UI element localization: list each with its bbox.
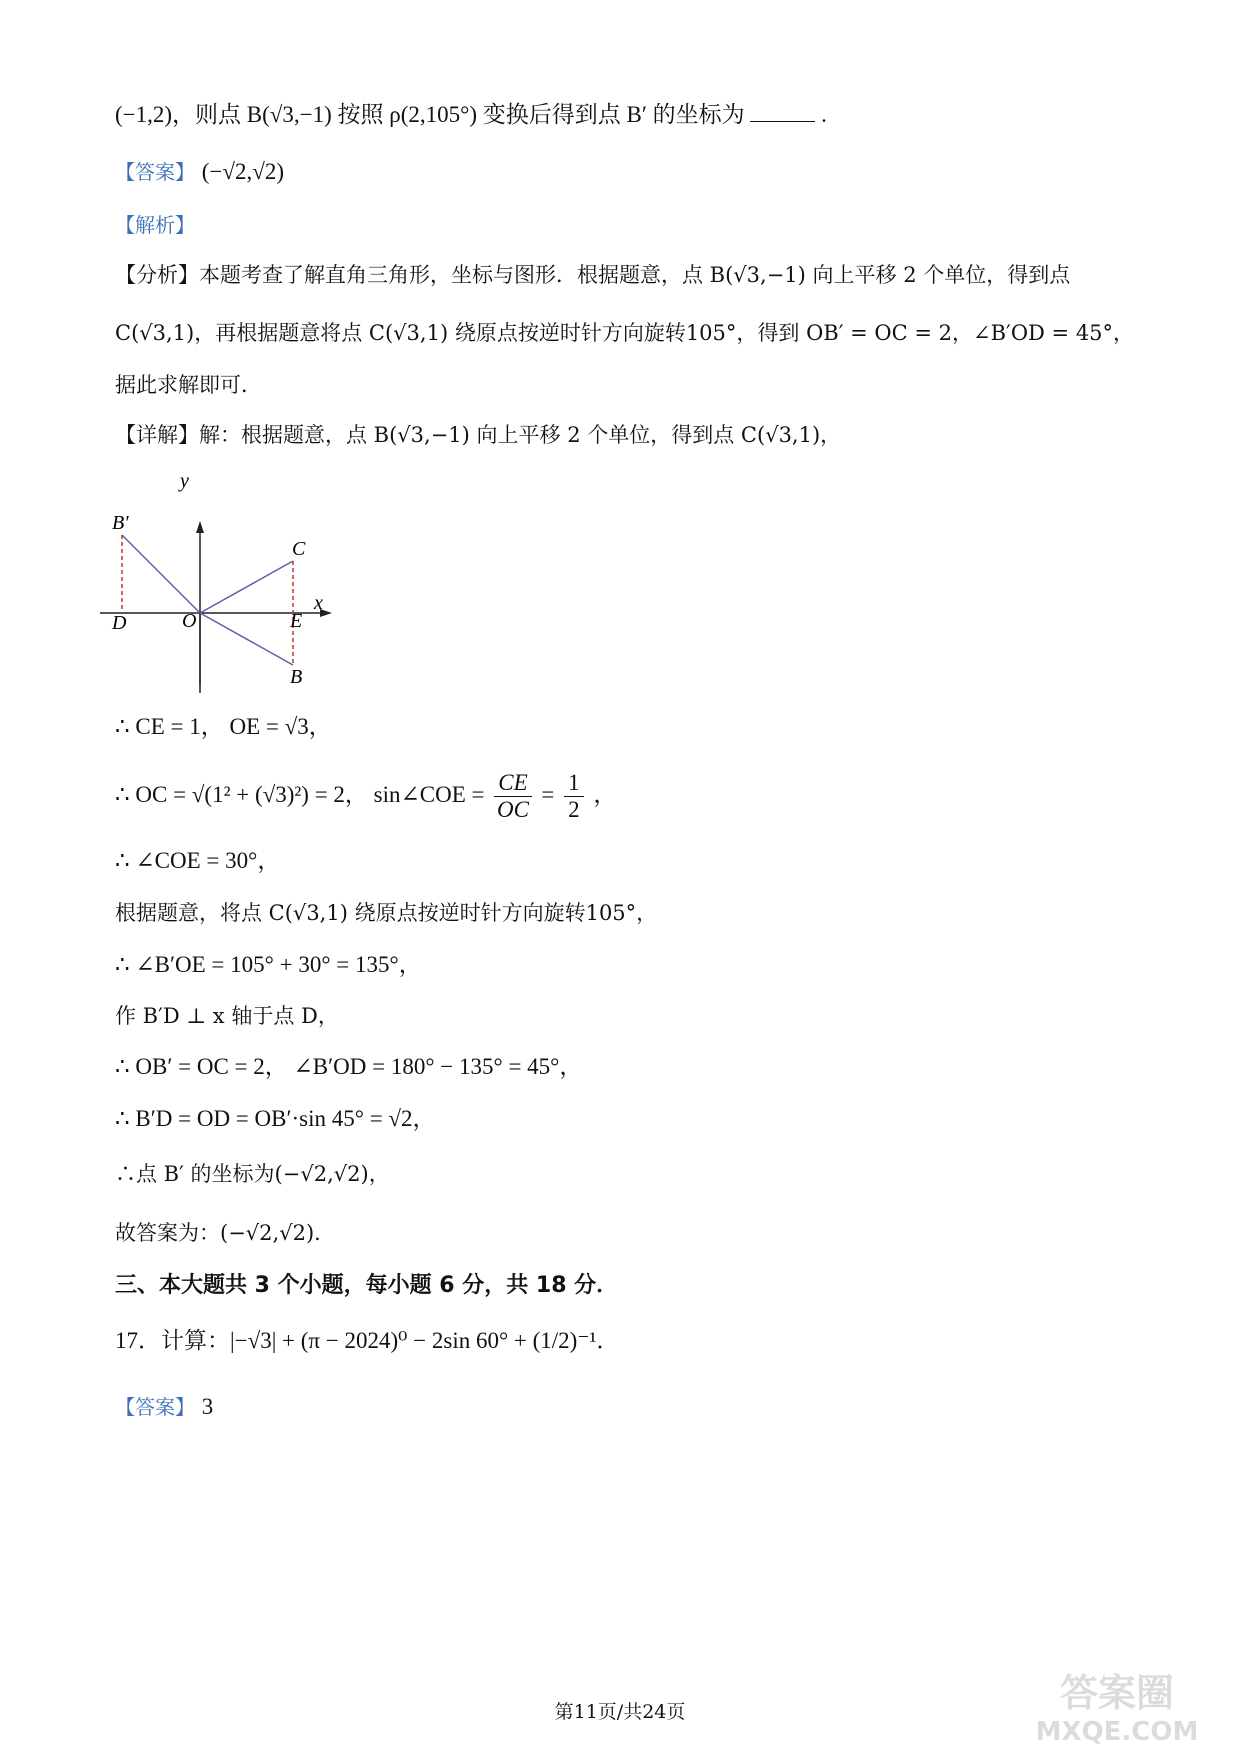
fraction-ce-oc: [494, 770, 531, 823]
step-8: ∴ B′D = OD = OB′·sin 45° = √2，: [115, 1106, 436, 1131]
step-1: ∴ CE = 1， OE = √3，: [115, 714, 332, 739]
step-2-end: ，: [593, 781, 617, 807]
step-7: ∴ OB′ = OC = 2， ∠B′OD = 180° − 135° = 45°，: [115, 1054, 583, 1079]
step-5: ∴ ∠B′OE = 105° + 30° = 135°，: [115, 952, 422, 977]
fraction-1-numerator: CE: [494, 770, 531, 797]
detail-line-1: 【详解】解：根据题意，点 B(√3,−1) 向上平移 2 个单位，得到点 C(√3,1)，: [115, 423, 842, 447]
label-C: C: [292, 538, 306, 560]
analysis-line: [115, 210, 195, 240]
step-3: ∴ ∠COE = 30°，: [115, 848, 281, 873]
label-x: x: [314, 592, 323, 614]
question-fragment: (−1,2)，则点 B(√3,−1) 按照 ρ(2,105°) 变换后得到点 B′ 的坐标为: [115, 102, 745, 127]
fraction-1-denominator: OC: [496, 797, 529, 822]
line-end: .: [821, 102, 827, 127]
fenxi-line-3: 据此求解即可．: [115, 373, 262, 397]
answer-line: [115, 157, 284, 187]
svg-text:答案圈: 答案圈: [1059, 1671, 1175, 1715]
svg-text:MXQE.COM: MXQE.COM: [1035, 1717, 1199, 1747]
fenxi-line-1: 【分析】本题考查了解直角三角形，坐标与图形．根据题意，点 B(√3,−1) 向上平移 2 个单位，得到点: [115, 263, 1071, 287]
answer-2-value: 3: [201, 1394, 214, 1419]
line-1: [115, 100, 827, 130]
answer-2-line: [115, 1392, 213, 1422]
label-B: B: [290, 666, 303, 688]
step-6: 作 B′D ⊥ x 轴于点 D，: [115, 1004, 339, 1028]
label-O: O: [182, 610, 197, 632]
answer-tag: 【答案】: [115, 160, 195, 184]
answer-blank: [750, 103, 815, 122]
label-E: E: [290, 610, 303, 632]
fenxi-line-2: C(√3,1)，再根据题意将点 C(√3,1) 绕原点按逆时针方向旋转105°，得到 OB′ = OC = 2，∠B′OD = 45°，: [115, 321, 1135, 345]
fraction-2-numerator: 1: [564, 770, 584, 797]
step-9: ∴点 B′ 的坐标为(−√2,√2)，: [115, 1162, 390, 1186]
section-heading: 三、本大题共 3 个小题，每小题 6 分，共 18 分．: [115, 1273, 619, 1298]
answer-value: (−√2,√2): [201, 159, 284, 184]
equals-sign: =: [541, 781, 555, 807]
question-17: 17．计算：|−√3| + (π − 2024)⁰ − 2sin 60° + (1/2)⁻¹．: [115, 1328, 620, 1353]
analysis-tag: 【解析】: [115, 213, 195, 237]
step-2-text: ∴ OC = √(1² + (√3)²) = 2， sin∠COE =: [115, 781, 485, 807]
watermark-logo: [1012, 1664, 1222, 1746]
segment-OB: [200, 613, 293, 665]
page-footer: 第11页/共24页: [554, 1701, 686, 1723]
segment-OC: [200, 561, 293, 613]
label-y: y: [180, 470, 189, 492]
y-axis-arrow: [196, 521, 204, 533]
segment-OB-prime: [122, 535, 200, 613]
fraction-2-denominator: 2: [568, 797, 580, 822]
answer-2-tag: 【答案】: [115, 1395, 195, 1419]
step-4: 根据题意，将点 C(√3,1) 绕原点按逆时针方向旋转105°，: [115, 901, 658, 925]
fraction-half: [564, 770, 584, 823]
step-2: [115, 770, 616, 823]
label-D: D: [112, 612, 127, 634]
label-B-prime: B′: [112, 512, 129, 534]
step-10: 故答案为：(−√2,√2)．: [115, 1221, 336, 1245]
